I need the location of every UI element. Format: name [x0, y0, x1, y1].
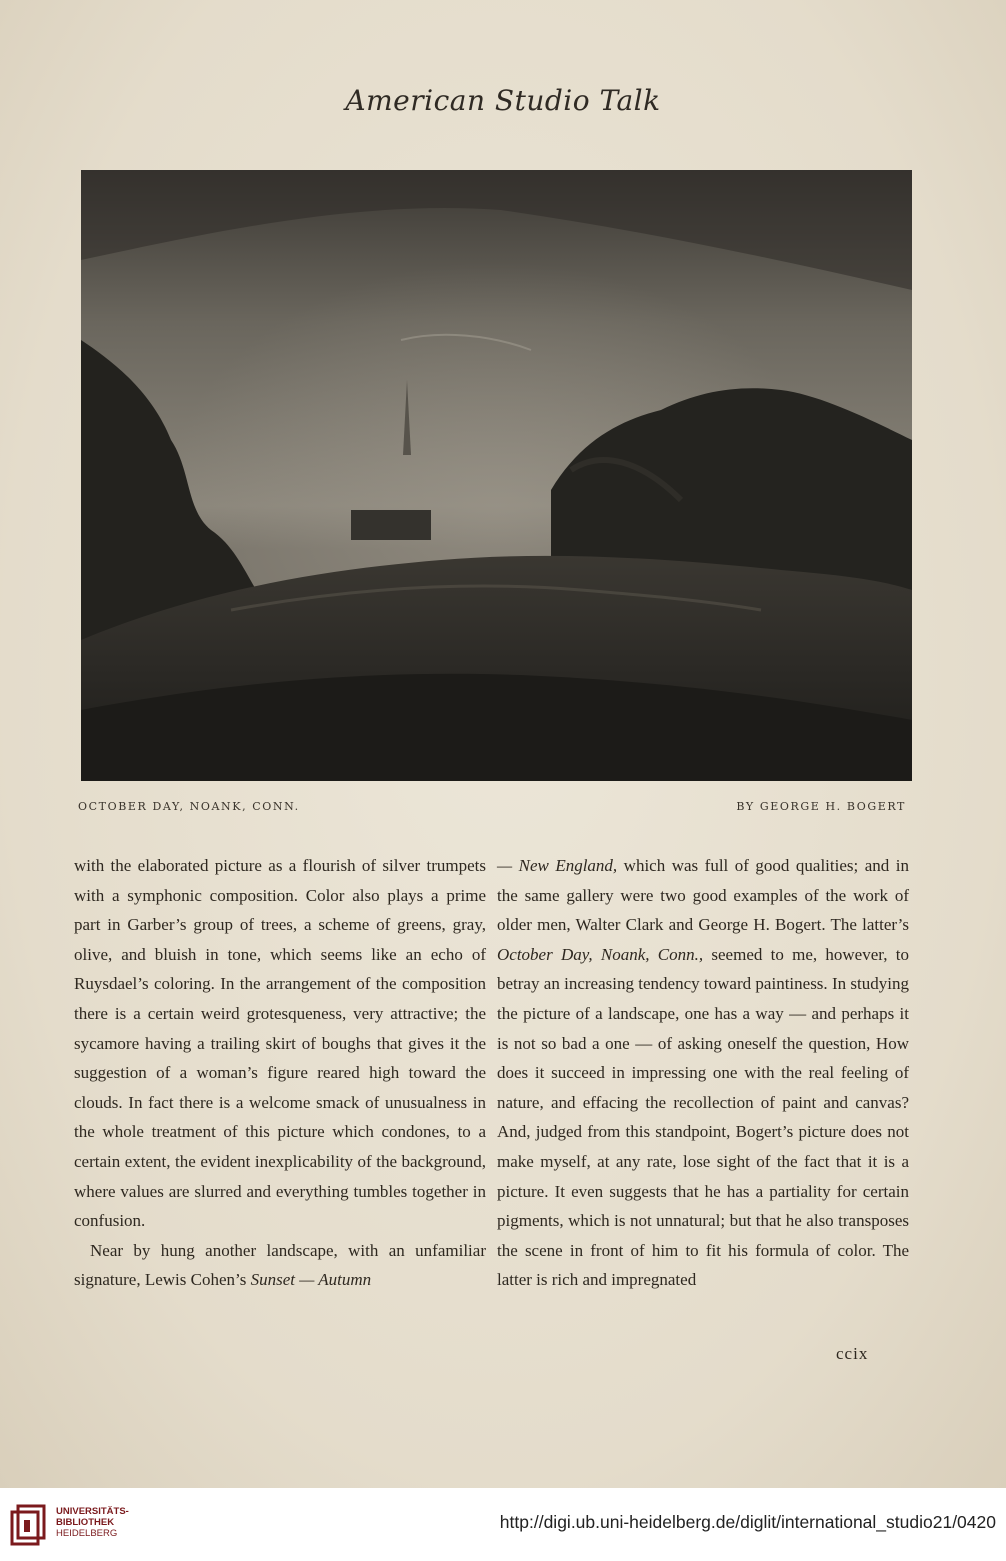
- library-name-line-2: BIBLIOTHEK: [56, 1517, 115, 1528]
- painting-title-new-england: — New England,: [497, 856, 618, 875]
- plate-caption-credit: BY GEORGE H. BOGERT: [736, 800, 906, 813]
- left-paragraph-2-text: Near by hung another landscape, with an unfamiliar signature, Lewis Cohen’s: [74, 1240, 486, 1290]
- left-text-column: [74, 851, 486, 1295]
- library-name-line-3: HEIDELBERG: [56, 1528, 118, 1539]
- left-paragraph-2: [74, 1236, 486, 1295]
- painting-title-sunset: Sunset — Autumn: [250, 1270, 372, 1290]
- plate-caption-title: OCTOBER DAY, NOANK, CONN.: [78, 800, 300, 813]
- right-text-column: [497, 851, 909, 1295]
- distant-village: [351, 510, 431, 540]
- right-paragraph-text-b: seemed to me, however, to betray an increasing tendency toward paintiness. In studying the picture of a landscape, one has a way — and perhaps it is not so bad a one — of asking oneself the question, How does it succeed in impressing one with the real feeling of nature, and effacing the recollection of paint and canvas? And, judged from this standpoint, Bogert’s picture does not make myself, at any rate, lose sight of the fact that it is a picture. It even suggests that he has a partiality for certain pigments, which is not unnatural; but that he also transposes the scene in front of him to fit his formula of color. The latter is rich and impregnated: [497, 944, 909, 1290]
- library-logo-icon: [10, 1502, 50, 1546]
- page-number: ccix: [836, 1344, 869, 1363]
- library-name: [56, 1506, 129, 1539]
- painting-title-october-day: October Day, Noank, Conn.,: [497, 944, 704, 964]
- left-paragraph-1: with the elaborated picture as a flourish of silver trumpets with a symphonic composition. Color also plays a prime part in Garber’s group of trees, a scheme of greens, gray, olive, and bluish in tone, which seems like an echo of Ruysdael’s coloring. In the arrangement of the composition there is a certain weird grotesqueness, very attractive; the sycamore having a trailing skirt of boughs that gives it the suggestion of a woman’s figure reared high toward the clouds. In fact there is a welcome smack of unusualness in the whole treatment of this picture which condones, to a certain extent, the evident inexplicability of the background, where values are slurred and everything tumbles together in confusion.: [74, 856, 486, 1231]
- landscape-illustration: [81, 170, 912, 781]
- right-paragraph-1: [497, 851, 909, 1295]
- running-title: American Studio Talk: [345, 84, 661, 117]
- library-name-line-1: UNIVERSITÄTS-: [56, 1506, 129, 1517]
- landscape-plate: [81, 170, 912, 781]
- right-paragraph-text-a: which was full of good qualities; and in the same gallery were two good examples of the work of older men, Walter Clark and George H. Bogert. The latter’s: [497, 856, 909, 935]
- source-url[interactable]: http://digi.ub.uni-heidelberg.de/diglit/international_studio21/0420: [499, 1512, 996, 1532]
